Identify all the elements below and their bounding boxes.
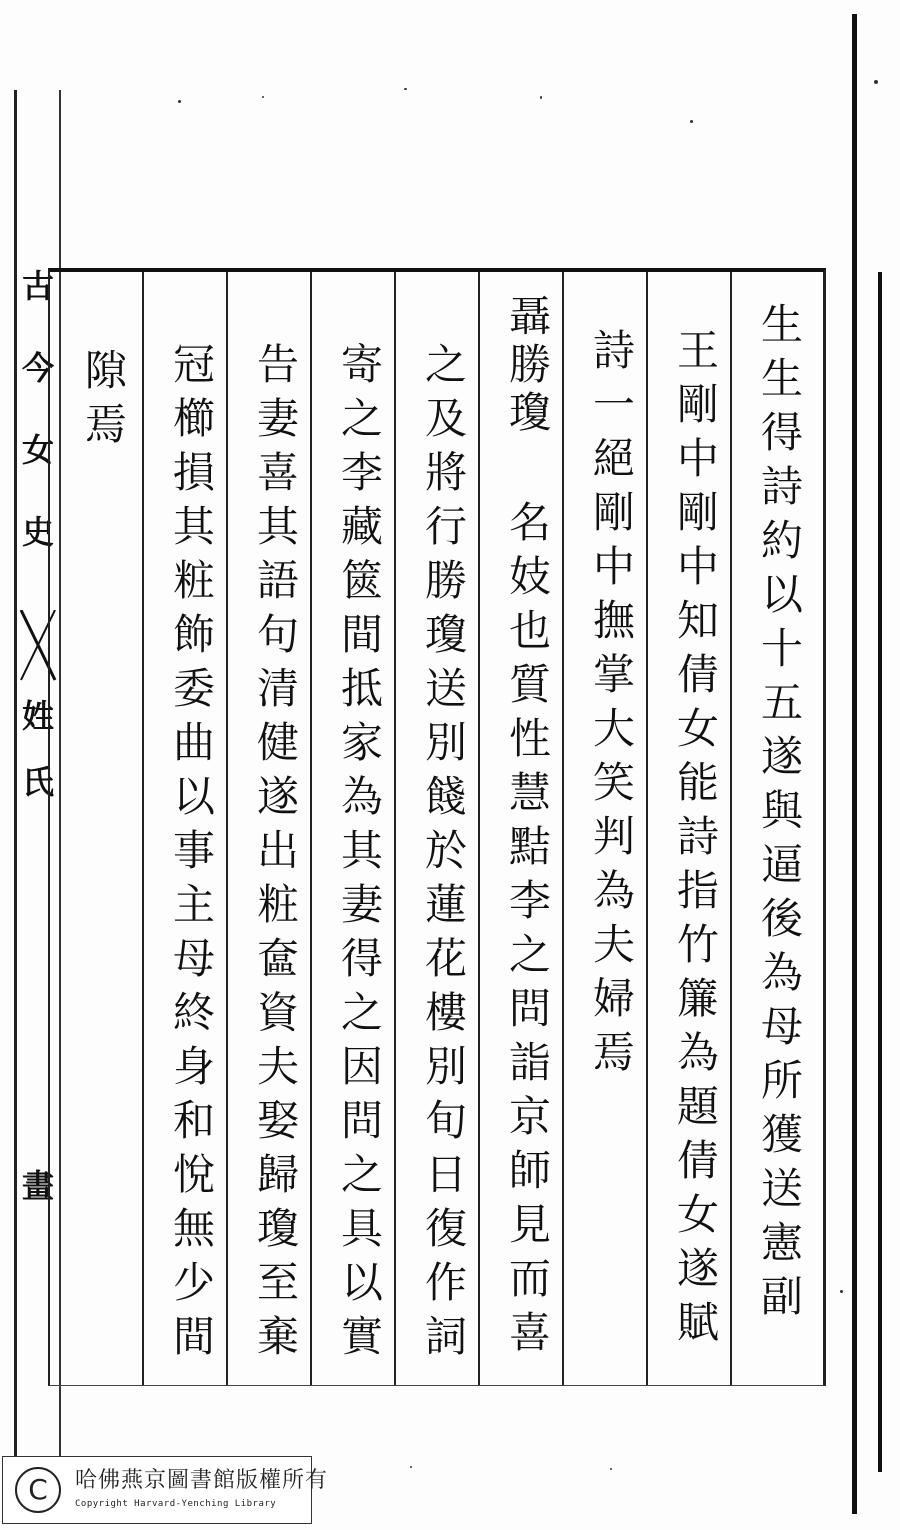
scan-speck [690,120,693,123]
copyright-stamp [2,1456,329,1524]
text-frame [48,268,826,1386]
copyright-english: Copyright Harvard-Yenching Library [75,1499,277,1509]
spine-char: 史 [21,513,54,551]
scan-speck [540,96,542,99]
column-rule [394,272,396,1385]
scan-speck [178,100,181,103]
column-rule [478,272,480,1385]
spine-char: 女 [21,431,54,469]
text-column-2: 王剛中剛中知倩女能詩指竹簾為題倩女遂賦 [671,328,720,1354]
spine-char: 氏 [21,763,54,801]
text-column-1: 生生得詩約以十五遂與逼後為母所獲送憲副 [755,302,804,1328]
right-edge-rule [852,14,857,1514]
scan-speck [262,96,264,98]
scan-speck [840,1290,843,1293]
text-column-4: 名妓也質性慧黠李之問詣京師見而喜 [503,500,552,1364]
text-column-7: 告妻喜其語句清健遂出粧奩資夫娶歸瓊至棄 [251,342,300,1368]
text-column-5: 之及將行勝瓊送別餞於蓮花樓別旬日復作詞 [419,342,468,1368]
spine-char: 畫 [21,1167,54,1205]
spine-char: 姓 [21,697,54,735]
copyright-icon: C [15,1467,61,1513]
text-column-3: 詩一絕剛中撫掌大笑判為夫婦焉 [587,328,636,1084]
spine-char: 古 [21,267,54,305]
column-rule [646,272,648,1385]
column-rule [730,272,732,1385]
column-rule [310,272,312,1385]
column-rule [226,272,228,1385]
text-column-6: 寄之李藏篋間抵家為其妻得之因問之具以實 [335,342,384,1368]
text-column-8: 冠櫛損其粧飾委曲以事主母終身和悅無少間 [167,342,216,1368]
scan-speck [404,88,407,90]
spine-char: 今 [21,349,54,387]
scan-speck [410,1466,412,1468]
column-rule [562,272,564,1385]
scan-speck [874,80,878,84]
text-column-9: 隙焉 [79,348,128,456]
scan-speck [610,1468,612,1470]
copyright-chinese: 哈佛燕京圖書館版權所有 [75,1468,329,1493]
column-rule [142,272,144,1385]
right-edge-rule-inner [878,272,882,1472]
entry-heading: 聶勝瓊 [503,294,552,438]
